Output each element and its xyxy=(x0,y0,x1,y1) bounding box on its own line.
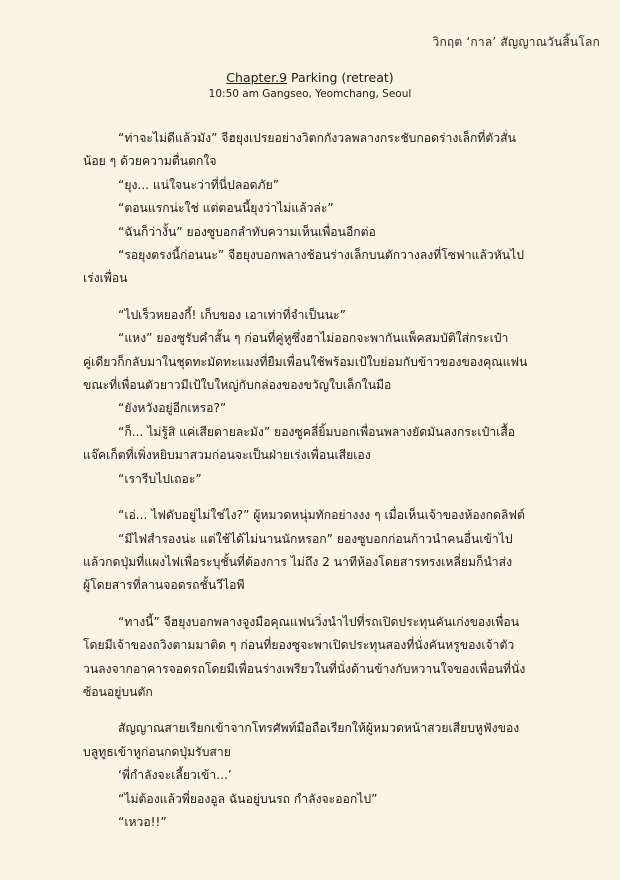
text-line: “เหวอ!!” xyxy=(118,814,167,829)
text-line: “เอ่... ไฟดับอยู่ไม่ใช่ไง?” ผู้หมวดหนุ่มทักอย่างงง ๆ เมื่อเห็นเจ้าของห้องกดลิฟต์ xyxy=(118,508,525,523)
text-line: คู่เดียวก็กลับมาในชุดทะมัดทะแมงที่ยืมเพื่อนใช้พร้อมเป้ใบย่อมกับข้าวของของคุณแฟน xyxy=(83,354,528,369)
chapter-time-location: 10:50 am Gangseo, Yeomchang, Seoul xyxy=(208,88,412,100)
text-line: “ฉันก็ว่างั้น” ยองซูบอกลำทับความเห็นเพื่อนอีกต่อ xyxy=(118,224,376,239)
chapter-heading xyxy=(0,70,620,102)
text-line: “ยังหวังอยู่อีกเหรอ?” xyxy=(118,401,227,416)
text-line: “รอยุงตรงนี้ก่อนนะ” จีฮยุงบอกพลางช้อนร่างเล็กบนตักวางลงที่โซฟาแล้วหันไป xyxy=(118,248,524,263)
text-line: ขณะที่เพื่อนตัวยาวมีเป้ใบใหญ่กับกล่องของขวัญใบเล็กในมือ xyxy=(83,378,392,393)
chapter-number: Chapter.9 xyxy=(226,70,288,85)
text-line: โดยมีเจ้าของถวิงตามมาติด ๆ ก่อนที่ยองซูจะพาเปิดประทุนสองที่นั่งคันหรูของเจ้าตัว xyxy=(83,638,515,653)
running-header: วิกฤต ‘กาล’ สัญญาณวันสิ้นโลก xyxy=(432,35,600,49)
text-line: ซ้อนอยู่บนตัก xyxy=(83,684,153,699)
text-line: สัญญาณสายเรียกเข้าจากโทรศัพท์มือถือเรียกให้ผู้หมวดหน้าสวยเสียบหูฟังของ xyxy=(118,721,520,736)
text-line: เร่งเพื่อน xyxy=(83,271,128,286)
text-line: “เรารีบไปเถอะ” xyxy=(118,471,202,486)
text-line: “ไม่ต้องแล้วพี่ยองอูล ฉันอยู่บนรถ กำลังจะออกไป” xyxy=(118,791,378,806)
body-text xyxy=(83,127,580,834)
text-line: น้อย ๆ ด้วยความตื่นตกใจ xyxy=(83,154,217,169)
text-line: ผู้โดยสารที่ลานจอดรถชั้นวีไอพี xyxy=(83,578,245,593)
text-line: ‘พี่กำลังจะเลี้ยวเข้า...’ xyxy=(118,768,232,783)
text-line: แจ๊คเก็ตที่เพิ่งหยิบมาสวมก่อนจะเป็นฝ่ายเร่งเพื่อนเสียเอง xyxy=(83,448,371,463)
text-line: “ไปเร็วหยองกี้! เก็บของ เอาเท่าที่จำเป็นนะ” xyxy=(118,307,346,322)
text-line: “ทางนี้” จีฮยุงบอกพลางจูงมือคุณแฟนวิ่งนำไปที่รถเปิดประทุนคันเก่งของเพื่อน xyxy=(118,614,520,629)
text-line: บลูทูธเข้าหูก่อนกดปุ่มรับสาย xyxy=(83,744,231,759)
chapter-title xyxy=(0,70,620,86)
text-line: “ตอนแรกน่ะใช่ แต่ตอนนี้ยุงว่าไม่แล้วล่ะ” xyxy=(118,201,334,216)
text-line: “แหง” ยองซูรับคำสั้น ๆ ก่อนที่คู่หูซึ่งฮาไม่ออกจะพากันแพ็คสมบัติใส่กระเป๋า xyxy=(118,331,509,346)
text-line: “ยุง... แน่ใจนะว่าที่นี่ปลอดภัย” xyxy=(118,177,280,192)
text-line: แล้วกดปุ่มที่แผงไฟเพื่อระบุชั้นที่ต้องการ ไม่ถึง 2 นาทีห้องโดยสารทรงเหลี่ยมก็นำส่ง xyxy=(83,554,513,569)
text-line: วนลงจากอาคารจอดรถโดยมีเพื่อนร่างเพรียวในที่นั่งด้านข้างกับหวานใจของเพื่อนที่นั่ง xyxy=(83,661,526,676)
text-line: “ก็... ไม่รู้สิ แค่เสียดายละมัง” ยองซูคลี่ยิ้มบอกเพื่อนพลางยัดมันลงกระเป๋าเสื้อ xyxy=(118,424,516,439)
chapter-name: Parking (retreat) xyxy=(287,70,394,85)
text-line: “ท่าจะไม่ดีแล้วมัง” จีฮยุงเปรยอย่างวิตกกังวลพลางกระชับกอดร่างเล็กที่ตัวสั่น xyxy=(118,131,516,145)
text-line: “มีไฟสำรองน่ะ แต่ใช้ได้ไม่นานนักหรอก” ยองซูบอกก่อนก้าวนำคนอื่นเข้าไป xyxy=(118,531,513,546)
